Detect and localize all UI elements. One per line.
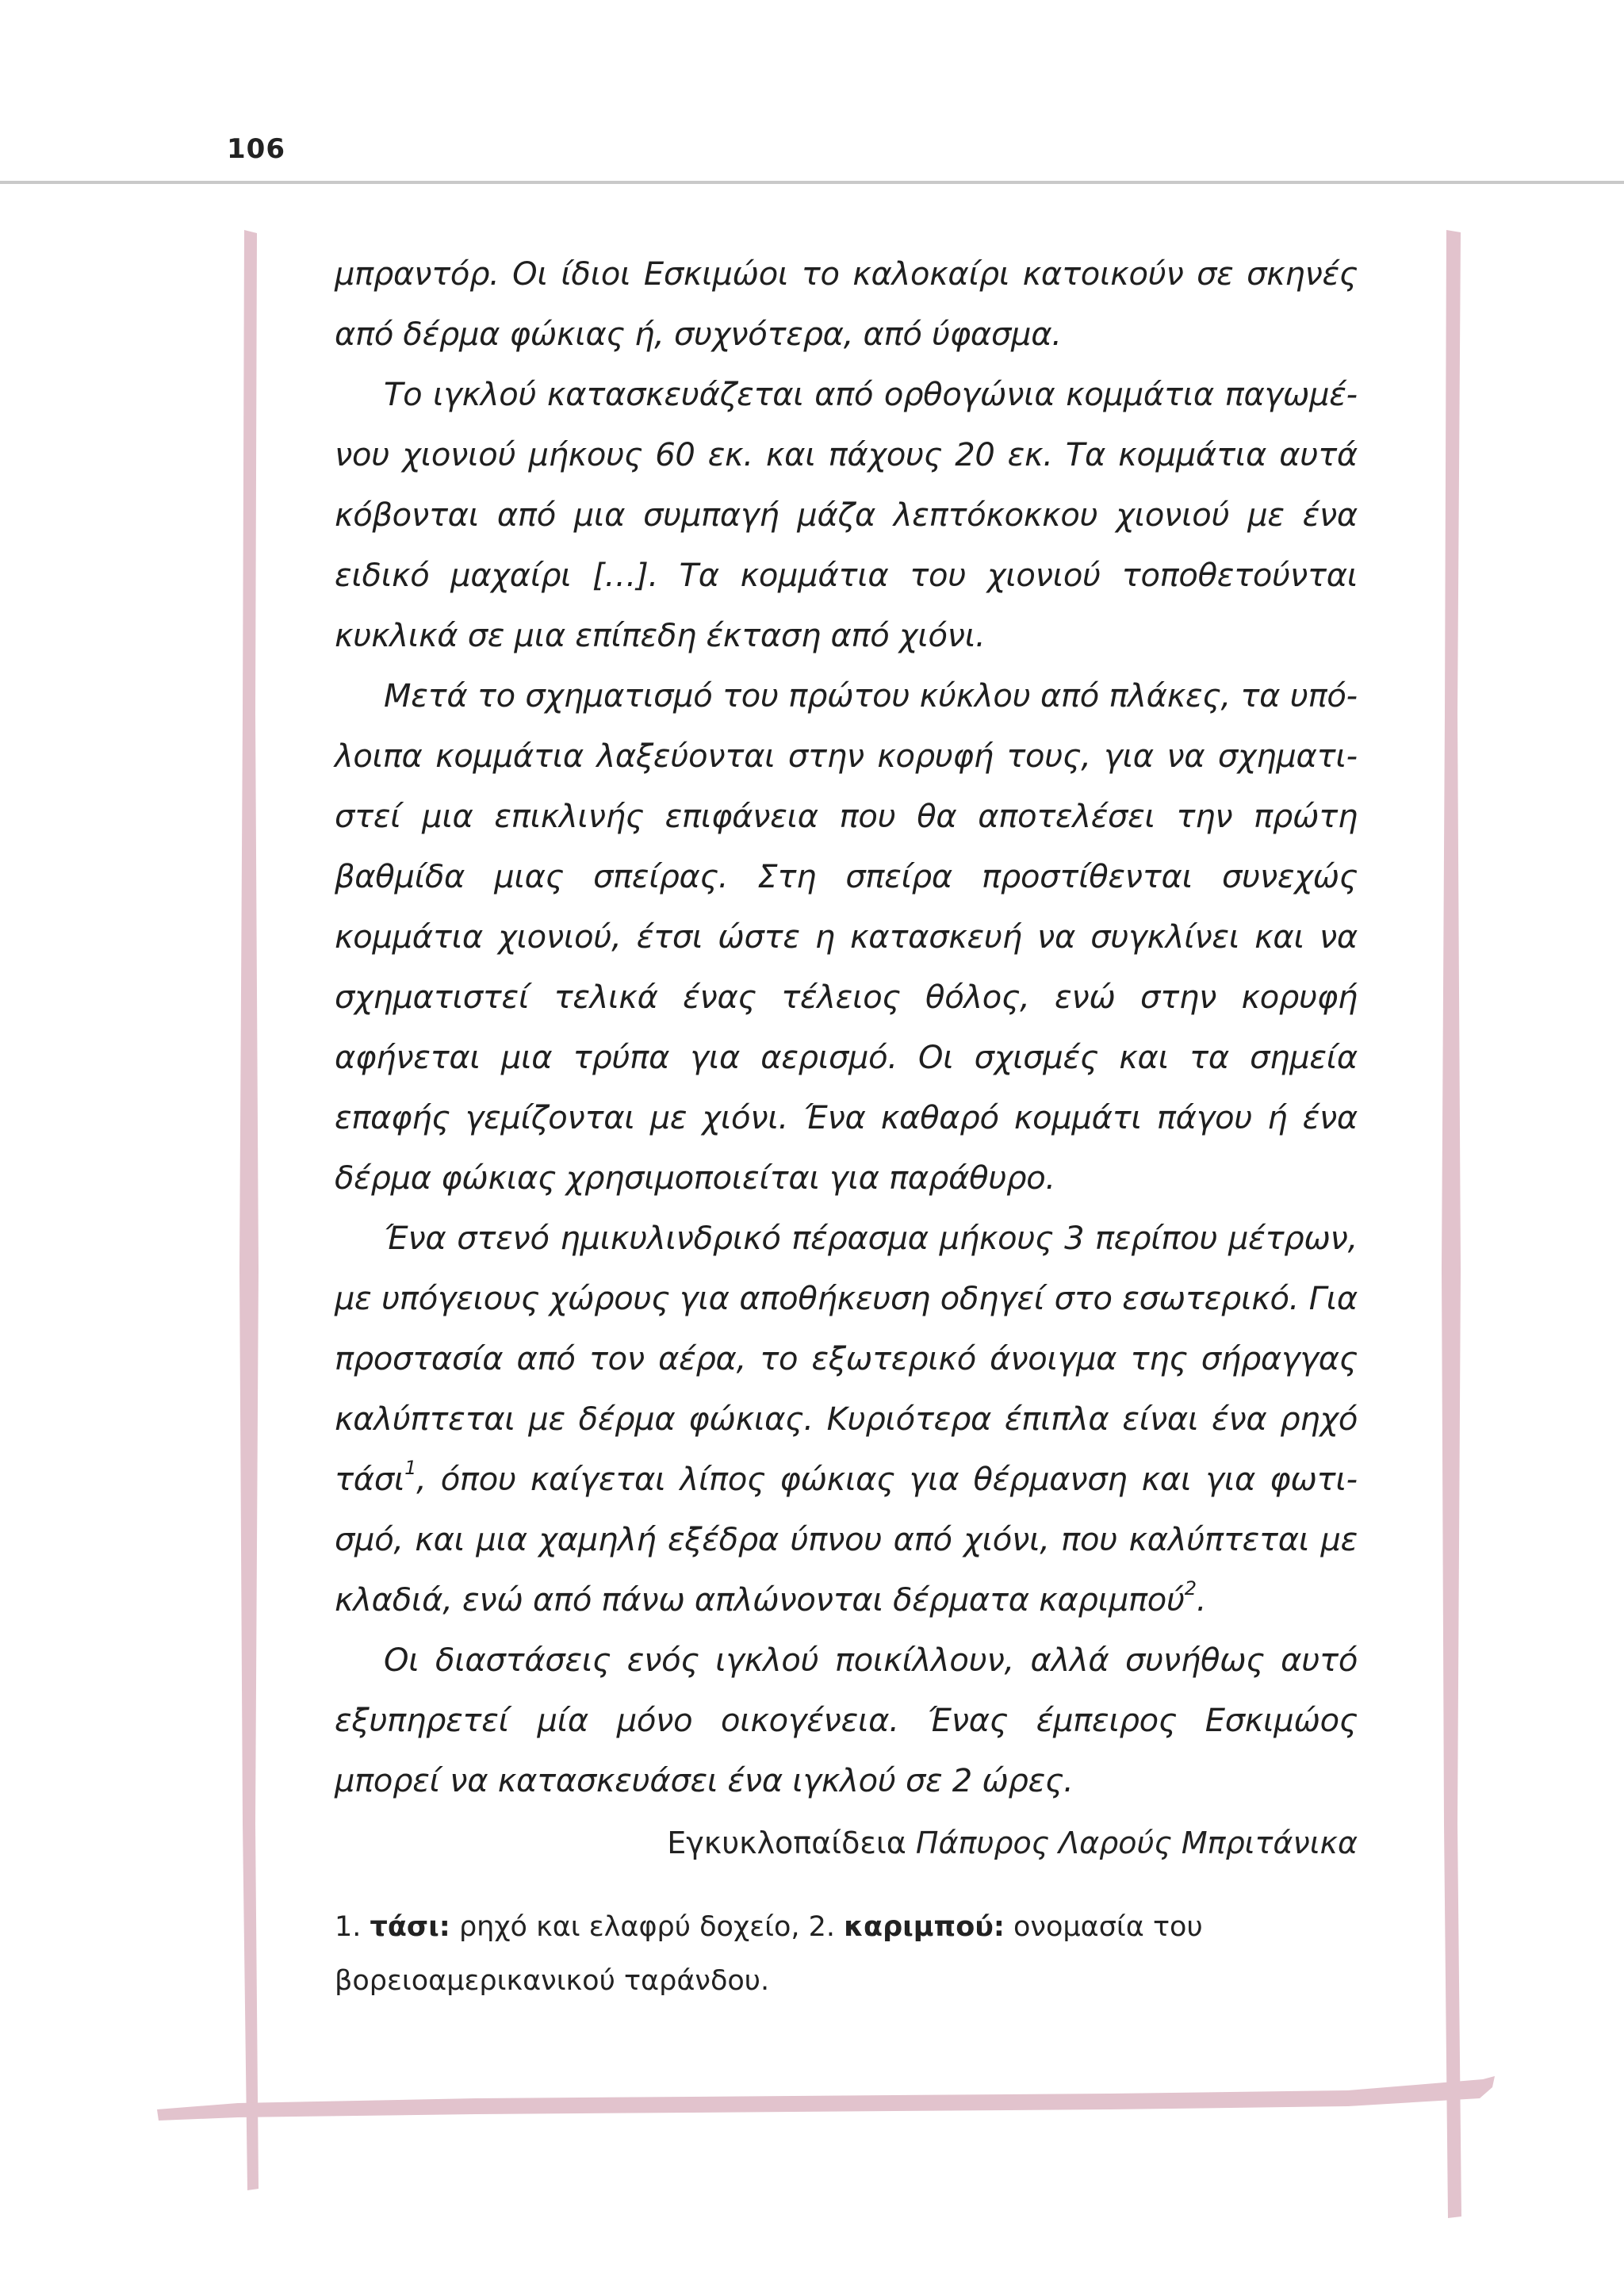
frame-right-stroke (1442, 230, 1461, 2218)
paragraph-4 (335, 1209, 1358, 1630)
paragraph-5: Οι διαστάσεις ενός ιγκλού ποικίλλουν, αλλά συνήθως αυτό εξυπηρετεί μία μόνο οικογένεια. Ένας έμπειρος Εσκιμώος μπορεί να κατασκευάσει ένα ιγκλού σε 2 ώρες. (335, 1642, 1358, 1799)
footnote-ref-2: 2 (1184, 1577, 1197, 1600)
footnote-2-text: ονομασία του βορειοαμερικανικού ταράνδου. (335, 1911, 1203, 1997)
header-rule (0, 181, 1624, 184)
footnote-ref-1: 1 (404, 1457, 417, 1479)
paragraph-4-part-a: Ένα στενό ημικυλινδρικό πέρασμα μήκους 3 περίπου μέτρων, με υπόγειους χώρους για αποθήκευση οδηγεί στο εσωτερικό. Για προστασία από τον αέρα, το εξωτερικό άνοιγμα της σήραγγας καλύπτεται με δέρμα φώκιας. Κυριότερα έπιπλα είναι ένα ρηχό τάσι (335, 1220, 1358, 1498)
paragraph-4-part-c: . (1196, 1582, 1207, 1619)
footnote-1-number: 1. (335, 1911, 370, 1943)
source-citation (335, 1813, 1358, 1873)
paragraph-4-part-b: , όπου καίγεται λίπος φώκιας για θέρμανση και για φωτισμό, και μια χαμηλή εξέδρα ύπνου από χιόνι, που καλύπτεται με κλαδιά, ενώ από πάνω απλώνονται δέρματα καριμπού (335, 1462, 1358, 1619)
source-title: Πάπυρος Λαρούς Μπριτάνικα (915, 1826, 1358, 1860)
frame-left-stroke (239, 230, 259, 2190)
footnote-1-text: ρηχό και ελαφρύ δοχείο, (450, 1911, 809, 1943)
main-text (335, 244, 1358, 1811)
frame-bottom-stroke (157, 2076, 1495, 2121)
paragraph-3: Μετά το σχηματισμό του πρώτου κύκλου από πλάκες, τα υπόλοιπα κομμάτια λαξεύονται στην κορυφή τους, για να σχηματιστεί μια επικλινής επιφάνεια που θα αποτελέσει την πρώτη βαθμίδα μιας σπείρας. Στη σπείρα προστίθενται συνεχώς κομμάτια χιονιού, έτσι ώστε η κατασκευή να συγκλίνει και να σχηματιστεί τελικά ένας τέλειος θόλος, ενώ στην κορυφή αφήνεται μια τρύπα για αερισμό. Οι σχισμές και τα σημεία επαφής γεμίζονται με χιόνι. Ένα καθαρό κομμάτι πάγου ή ένα δέρμα φώκιας χρησιμοποιείται για παράθυρο. (335, 678, 1358, 1197)
source-prefix: Εγκυκλοπαίδεια (667, 1826, 916, 1860)
footnotes (335, 1900, 1365, 2008)
paragraph-1: μπραντόρ. Οι ίδιοι Εσκιμώοι το καλοκαίρι κατοικούν σε σκηνές από δέρμα φώκιας ή, συχνότερα, από ύφασμα. (335, 256, 1358, 353)
footnote-2-term: καριμπού: (844, 1911, 1005, 1943)
footnote-1-term: τάσι: (370, 1911, 450, 1943)
footnote-2-number: 2. (808, 1911, 845, 1943)
paragraph-2: Το ιγκλού κατασκευάζεται από ορθογώνια κομμάτια παγωμένου χιονιού μήκους 60 εκ. και πάχους 20 εκ. Τα κομμάτια αυτά κόβονται από μια συμπαγή μάζα λεπτόκοκκου χιονιού με ένα ειδικό μαχαίρι […]. Τα κομμάτια του χιονιού τοποθετούνται κυκλικά σε μια επίπεδη έκταση από χιόνι. (335, 377, 1358, 654)
page-number: 106 (227, 133, 285, 165)
